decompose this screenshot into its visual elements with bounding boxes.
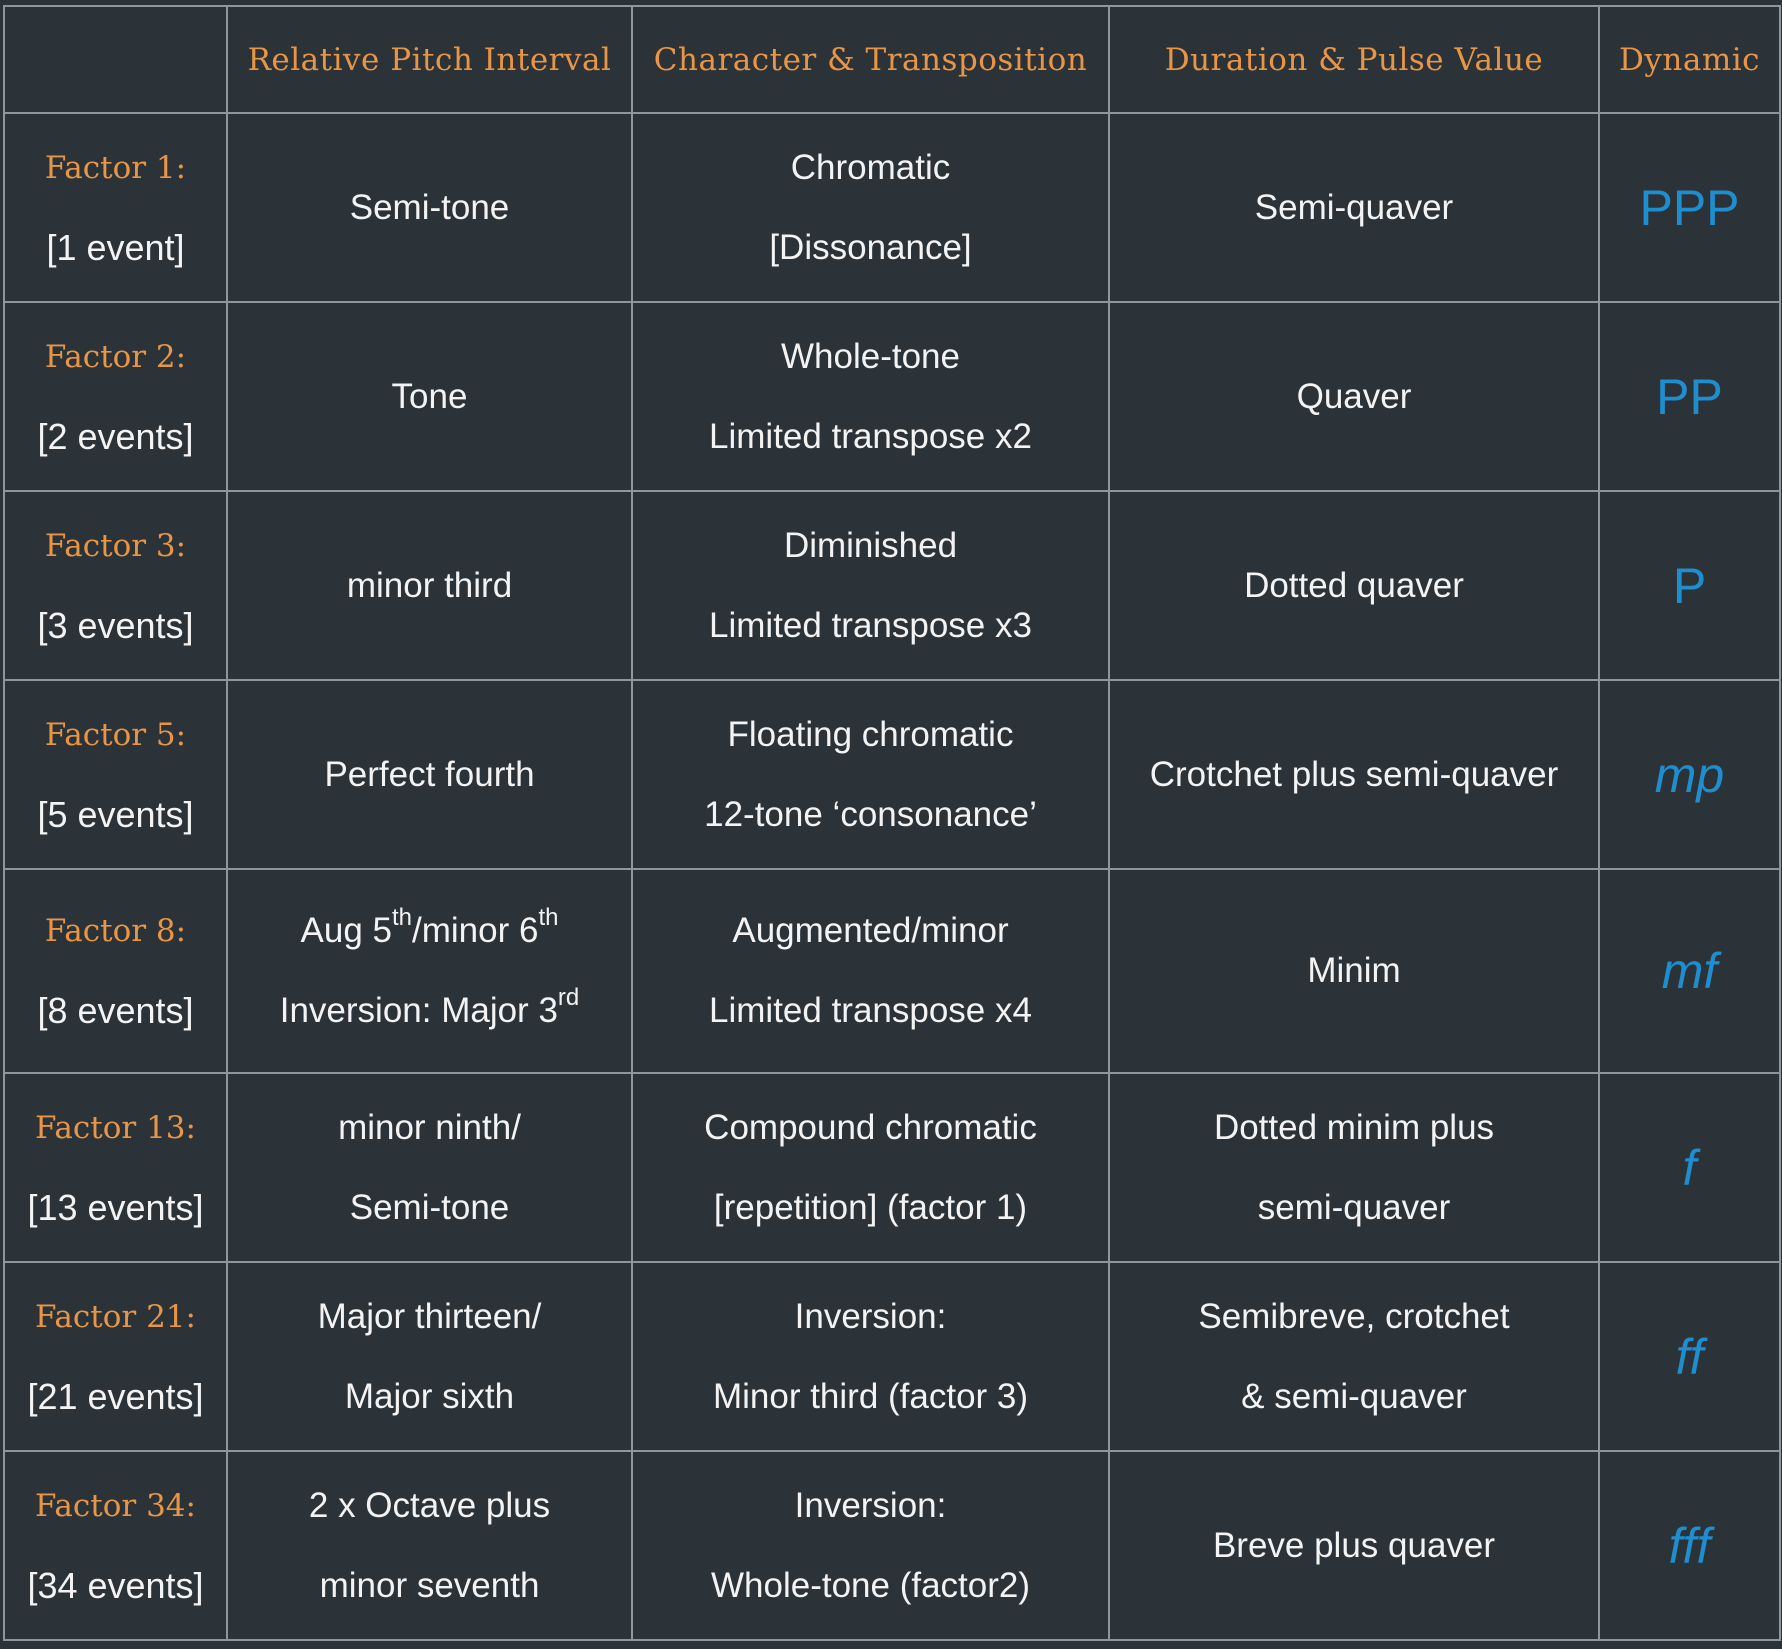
duration-cell [1109, 869, 1599, 1073]
duration-cell [1109, 1073, 1599, 1262]
ordinal-suffix: rd [557, 984, 580, 1012]
character-line-1: Inversion: [794, 1485, 947, 1525]
character-line-2: Limited transpose x4 [709, 991, 1032, 1030]
event-count: [34 events] [27, 1564, 204, 1606]
duration-cell [1109, 113, 1599, 302]
header-dynamic: Dynamic [1599, 6, 1780, 113]
header-duration-pulse-value: Duration & Pulse Value [1109, 6, 1599, 113]
interval-line-2: Major sixth [344, 1376, 515, 1416]
character-cell [632, 302, 1109, 491]
interval-cell [227, 869, 632, 1073]
character-cell [632, 1262, 1109, 1451]
character-line-2: Minor third (factor 3) [712, 1376, 1029, 1416]
duration-text: Dotted quaver [1244, 565, 1464, 605]
duration-cell [1109, 302, 1599, 491]
dynamic-cell [1599, 1073, 1780, 1262]
duration-text: Quaver [1296, 376, 1412, 416]
table-row [4, 869, 1780, 1073]
dynamic-cell [1599, 113, 1780, 302]
dynamic-marking: PPP [1639, 179, 1740, 236]
duration-cell [1109, 680, 1599, 869]
interval-cell [227, 302, 632, 491]
factor-cell [4, 1451, 227, 1640]
character-cell [632, 1073, 1109, 1262]
interval-inversion [228, 971, 631, 1051]
factor-cell [4, 302, 227, 491]
factor-cell [4, 113, 227, 302]
duration-line-1: Semibreve, crotchet [1198, 1296, 1510, 1336]
factor-cell [4, 869, 227, 1073]
dynamic-cell [1599, 680, 1780, 869]
character-line-1: Chromatic [790, 147, 951, 187]
dynamic-cell [1599, 1262, 1780, 1451]
dynamic-marking: fff [1668, 1517, 1711, 1574]
interval-cell [227, 491, 632, 680]
duration-text: Breve plus quaver [1212, 1525, 1496, 1565]
duration-line-2: & semi-quaver [1241, 1376, 1467, 1416]
table-row [4, 680, 1780, 869]
factor-cell [4, 680, 227, 869]
dynamic-marking: mf [1661, 943, 1718, 999]
factor-name: Factor 2: [44, 338, 187, 375]
character-line-1: Diminished [783, 525, 958, 565]
character-cell [632, 869, 1109, 1073]
event-count: [8 events] [37, 990, 194, 1031]
character-line-1: Augmented/minor [732, 911, 1009, 950]
factor-name: Factor 34: [35, 1487, 196, 1524]
interval-cell [227, 113, 632, 302]
duration-line-1: Dotted minim plus [1213, 1107, 1495, 1147]
character-line-1: Floating chromatic [727, 714, 1014, 754]
factor-name: Factor 21: [35, 1298, 196, 1335]
character-line-1: Compound chromatic [704, 1107, 1037, 1147]
table-row [4, 491, 1780, 680]
duration-cell [1109, 491, 1599, 680]
interval-minor-sixth: /minor 6 [412, 911, 539, 950]
duration-text: Crotchet plus semi-quaver [1149, 754, 1559, 794]
dynamic-cell [1599, 1451, 1780, 1640]
character-cell [632, 491, 1109, 680]
character-line-2: [Dissonance] [769, 227, 972, 267]
character-line-2: 12-tone ‘consonance’ [704, 794, 1037, 834]
factor-name: Factor 8: [44, 913, 187, 949]
duration-line-2: semi-quaver [1257, 1187, 1451, 1227]
interval-text: Perfect fourth [324, 754, 535, 794]
character-line-2: [repetition] (factor 1) [713, 1187, 1028, 1227]
header-relative-pitch-interval: Relative Pitch Interval [227, 6, 632, 113]
event-count: [3 events] [37, 604, 194, 646]
dynamic-marking: P [1672, 557, 1707, 614]
table-row [4, 113, 1780, 302]
interval-line-2: Semi-tone [349, 1187, 510, 1227]
header-row [4, 6, 1780, 113]
duration-cell [1109, 1262, 1599, 1451]
duration-cell [1109, 1451, 1599, 1640]
event-count: [1 event] [46, 226, 185, 268]
ordinal-suffix: th [538, 904, 559, 932]
event-count: [2 events] [37, 415, 194, 457]
table-row [4, 1073, 1780, 1262]
interval-cell [227, 680, 632, 869]
event-count: [21 events] [27, 1375, 204, 1417]
character-cell [632, 680, 1109, 869]
ordinal-suffix: th [392, 904, 413, 932]
header-character-transposition: Character & Transposition [632, 6, 1109, 113]
interval-cell [227, 1073, 632, 1262]
character-line-1: Inversion: [794, 1296, 947, 1336]
interval-line-1: Major thirteen/ [317, 1296, 542, 1336]
duration-text: Minim [1307, 951, 1401, 990]
dynamic-marking: f [1682, 1139, 1697, 1196]
interval-line-1: 2 x Octave plus [308, 1485, 551, 1525]
dynamic-cell [1599, 491, 1780, 680]
interval-text: minor third [346, 565, 513, 605]
header-factor [4, 6, 227, 113]
factor-table [3, 5, 1781, 1641]
event-count: [5 events] [37, 793, 194, 835]
character-line-1: Whole-tone [781, 336, 960, 376]
factor-cell [4, 1073, 227, 1262]
interval-text: Tone [391, 376, 468, 416]
character-line-2: Whole-tone (factor2) [710, 1565, 1031, 1605]
factor-cell [4, 1262, 227, 1451]
dynamic-marking: PP [1656, 368, 1723, 425]
interval-cell [227, 1262, 632, 1451]
dynamic-marking: mp [1654, 746, 1725, 803]
event-count: [13 events] [27, 1186, 204, 1228]
character-cell [632, 113, 1109, 302]
inversion-text: Inversion: Major 3 [279, 991, 558, 1030]
table-row [4, 1451, 1780, 1640]
factor-name: Factor 5: [44, 716, 187, 753]
character-line-2: Limited transpose x2 [709, 416, 1032, 456]
table-row [4, 302, 1780, 491]
interval-text: Semi-tone [349, 187, 510, 227]
factor-name: Factor 13: [35, 1109, 196, 1146]
factor-cell [4, 491, 227, 680]
dynamic-cell [1599, 302, 1780, 491]
interval-aug-fifth: Aug 5 [300, 911, 392, 950]
character-cell [632, 1451, 1109, 1640]
dynamic-marking: ff [1675, 1328, 1704, 1385]
factor-name: Factor 3: [44, 527, 187, 564]
table-row [4, 1262, 1780, 1451]
interval-line-1: minor ninth/ [338, 1107, 521, 1147]
interval-line-2: minor seventh [319, 1565, 540, 1605]
character-line-2: Limited transpose x3 [709, 605, 1032, 645]
dynamic-cell [1599, 869, 1780, 1073]
interval-text [228, 891, 631, 971]
duration-text: Semi-quaver [1254, 187, 1454, 227]
factor-name: Factor 1: [44, 149, 187, 186]
interval-cell [227, 1451, 632, 1640]
